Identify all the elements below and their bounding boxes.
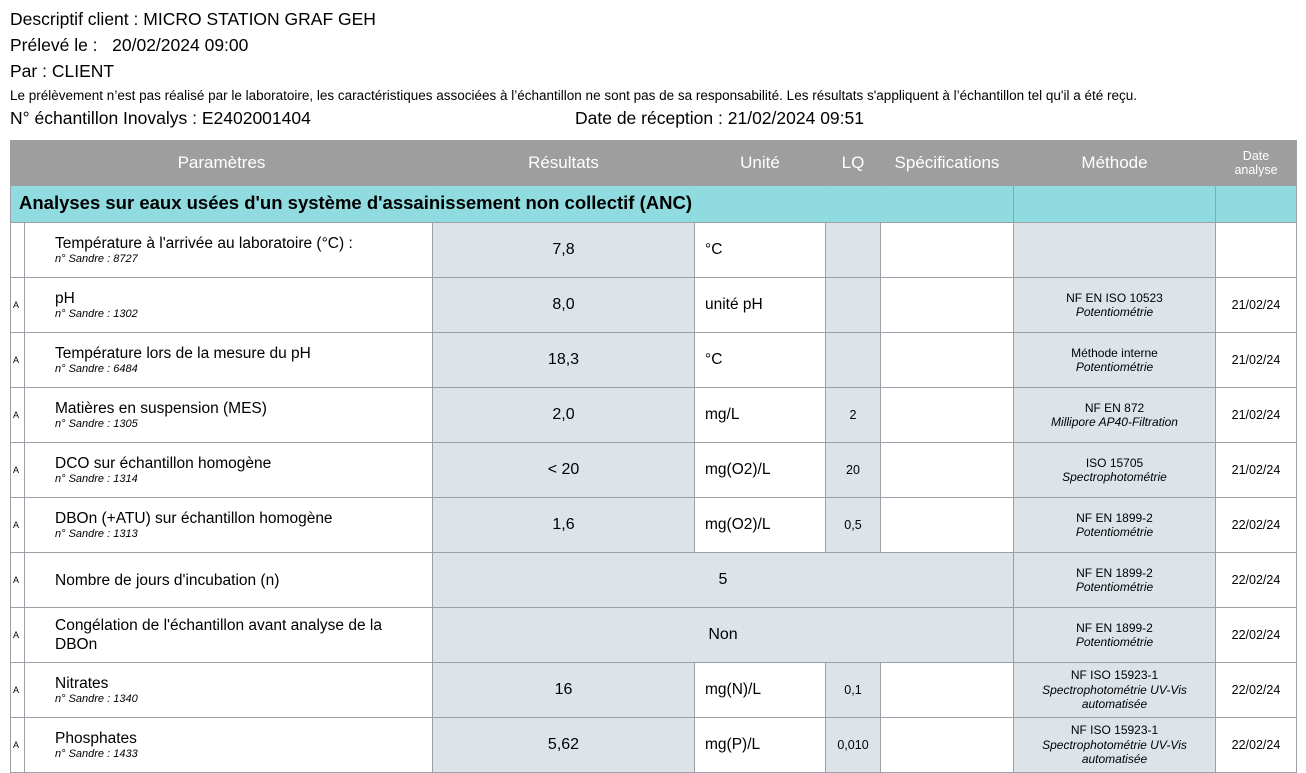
sandre-code: n° Sandre : 8727 <box>55 253 138 265</box>
column-header-date-analyse <box>1216 141 1297 186</box>
method-standard: Méthode interne <box>1071 345 1158 360</box>
specification-value <box>881 718 1014 773</box>
results-table-head <box>11 141 1297 186</box>
method-technique: Potentiométrie <box>1075 305 1154 319</box>
parameter-name-cell <box>25 498 433 553</box>
lq-value <box>826 278 881 333</box>
parameter-name-cell <box>25 333 433 388</box>
client-description-label: Descriptif client : <box>10 9 139 29</box>
method-cell <box>1014 608 1216 663</box>
lq-value: 0,010 <box>826 718 881 773</box>
analysis-date: 21/02/24 <box>1216 388 1297 443</box>
analysis-date: 21/02/24 <box>1216 278 1297 333</box>
table-row <box>11 553 1297 608</box>
specification-value <box>881 278 1014 333</box>
method-standard: NF EN 1899-2 <box>1076 565 1153 580</box>
column-header-unite: Unité <box>695 141 826 186</box>
parameter-name-cell <box>25 663 433 718</box>
sandre-code: n° Sandre : 1313 <box>55 528 138 540</box>
method-standard: ISO 15705 <box>1085 455 1144 470</box>
reception-date-value: 21/02/2024 09:51 <box>727 108 864 128</box>
specification-value <box>881 663 1014 718</box>
section-header-title: Analyses sur eaux usées d'un système d'assainissement non collectif (ANC) <box>11 186 1014 223</box>
parameter-label: Matières en suspension (MES) <box>55 400 267 417</box>
result-value: 8,0 <box>433 278 695 333</box>
reception-date-label: Date de réception : <box>575 108 723 128</box>
result-value: 5,62 <box>433 718 695 773</box>
accreditation-flag: A <box>11 333 25 388</box>
method-technique: Potentiométrie <box>1075 635 1154 649</box>
parameter-label: pH <box>55 290 75 307</box>
client-description-line <box>10 6 1296 32</box>
sampling-disclaimer-note: Le prélèvement n’est pas réalisé par le laboratoire, les caractéristiques associées à l’échantillon ne sont pas de sa responsabilité. Les résultats s'appliquent à l’échantillon tel qu'il a été reçu. <box>10 88 1138 103</box>
accreditation-flag: A <box>11 553 25 608</box>
parameter-name-cell <box>25 553 433 608</box>
parameter-label: Température lors de la mesure du pH <box>55 345 311 362</box>
method-standard: NF EN 1899-2 <box>1076 620 1153 635</box>
unit-value: mg(N)/L <box>695 663 826 718</box>
column-header-lq: LQ <box>826 141 881 186</box>
table-row <box>11 718 1297 773</box>
method-standard: NF EN 1899-2 <box>1076 510 1153 525</box>
sampling-date-line <box>10 32 1296 58</box>
parameter-label: Congélation de l'échantillon avant analyse de la DBOn <box>55 617 382 653</box>
specification-value <box>881 443 1014 498</box>
result-value: 7,8 <box>433 223 695 278</box>
parameter-name-cell <box>25 278 433 333</box>
section-header-row <box>11 186 1297 223</box>
method-technique: Potentiométrie <box>1075 525 1154 539</box>
section-header-method-cell <box>1014 186 1216 223</box>
table-row <box>11 278 1297 333</box>
sampling-date-value: 20/02/2024 09:00 <box>112 35 249 55</box>
unit-value: mg/L <box>695 388 826 443</box>
method-cell <box>1014 718 1216 773</box>
method-cell <box>1014 333 1216 388</box>
unit-value: mg(O2)/L <box>695 498 826 553</box>
accreditation-flag: A <box>11 663 25 718</box>
parameter-label: Nombre de jours d'incubation (n) <box>55 571 280 589</box>
sample-number-label: N° échantillon Inovalys : <box>10 108 197 128</box>
method-cell <box>1014 388 1216 443</box>
method-technique: Potentiométrie <box>1075 580 1154 594</box>
sampled-by-line <box>10 58 1296 84</box>
analysis-date: 22/02/24 <box>1216 718 1297 773</box>
method-cell <box>1014 663 1216 718</box>
analysis-date: 21/02/24 <box>1216 333 1297 388</box>
specification-value <box>881 333 1014 388</box>
analysis-date: 22/02/24 <box>1216 498 1297 553</box>
lq-value: 0,5 <box>826 498 881 553</box>
column-header-date-line2: analyse <box>1234 163 1278 177</box>
sample-number-block <box>10 106 575 130</box>
result-value: 5 <box>433 553 1014 608</box>
method-cell <box>1014 443 1216 498</box>
accreditation-flag <box>11 223 25 278</box>
parameter-name-cell <box>25 223 433 278</box>
method-standard: NF ISO 15923-1 <box>1070 723 1159 738</box>
accreditation-flag: A <box>11 498 25 553</box>
lq-value: 2 <box>826 388 881 443</box>
method-technique: Spectrophotométrie UV-Vis automatisée <box>1042 682 1187 712</box>
unit-value: mg(P)/L <box>695 718 826 773</box>
specification-value <box>881 388 1014 443</box>
sample-number-value: E2402001404 <box>201 108 311 128</box>
result-value: < 20 <box>433 443 695 498</box>
parameter-label: DCO sur échantillon homogène <box>55 455 272 472</box>
method-cell <box>1014 223 1216 278</box>
analysis-date: 22/02/24 <box>1216 663 1297 718</box>
unit-value: mg(O2)/L <box>695 443 826 498</box>
method-standard: NF ISO 15923-1 <box>1070 668 1159 683</box>
result-value: 2,0 <box>433 388 695 443</box>
parameter-label: Nitrates <box>55 675 109 692</box>
table-row <box>11 443 1297 498</box>
analysis-date <box>1216 223 1297 278</box>
table-row <box>11 388 1297 443</box>
method-cell <box>1014 498 1216 553</box>
lq-value <box>826 223 881 278</box>
specification-value <box>881 498 1014 553</box>
column-header-resultats: Résultats <box>433 141 695 186</box>
section-header-date-cell <box>1216 186 1297 223</box>
accreditation-flag: A <box>11 388 25 443</box>
sandre-code: n° Sandre : 1314 <box>55 473 138 485</box>
method-technique: Millipore AP40-Filtration <box>1051 415 1178 429</box>
table-row <box>11 333 1297 388</box>
column-header-methode: Méthode <box>1014 141 1216 186</box>
unit-value: °C <box>695 333 826 388</box>
specification-value <box>881 223 1014 278</box>
parameter-name-cell <box>25 608 433 663</box>
column-header-date-line1: Date <box>1242 149 1270 163</box>
sandre-code: n° Sandre : 1340 <box>55 693 138 705</box>
lq-value: 0,1 <box>826 663 881 718</box>
accreditation-flag: A <box>11 443 25 498</box>
column-header-specifications: Spécifications <box>881 141 1014 186</box>
client-description-value: MICRO STATION GRAF GEH <box>143 9 376 29</box>
unit-value: °C <box>695 223 826 278</box>
method-technique: Spectrophotométrie UV-Vis automatisée <box>1042 737 1187 767</box>
sampled-by-label: Par : <box>10 61 47 81</box>
analysis-date: 22/02/24 <box>1216 553 1297 608</box>
result-value: 18,3 <box>433 333 695 388</box>
results-table-body <box>11 186 1297 773</box>
parameter-label: Phosphates <box>55 730 137 747</box>
sample-identification-row <box>10 106 1296 130</box>
parameter-label: DBOn (+ATU) sur échantillon homogène <box>55 510 333 527</box>
table-row <box>11 223 1297 278</box>
analysis-date: 21/02/24 <box>1216 443 1297 498</box>
method-technique: Potentiométrie <box>1075 360 1154 374</box>
table-row <box>11 498 1297 553</box>
lq-value: 20 <box>826 443 881 498</box>
results-table <box>10 140 1297 773</box>
method-standard: NF EN ISO 10523 <box>1066 290 1163 305</box>
analysis-date: 22/02/24 <box>1216 608 1297 663</box>
parameter-name-cell <box>25 718 433 773</box>
accreditation-flag: A <box>11 608 25 663</box>
sandre-code: n° Sandre : 1302 <box>55 308 138 320</box>
table-row <box>11 663 1297 718</box>
parameter-label: Température à l'arrivée au laboratoire (°C) : <box>55 235 353 252</box>
parameter-name-cell <box>25 388 433 443</box>
result-value: Non <box>433 608 1014 663</box>
method-cell <box>1014 278 1216 333</box>
sandre-code: n° Sandre : 1305 <box>55 418 138 430</box>
method-cell <box>1014 553 1216 608</box>
accreditation-flag: A <box>11 278 25 333</box>
result-value: 16 <box>433 663 695 718</box>
sandre-code: n° Sandre : 6484 <box>55 363 138 375</box>
sampling-date-label: Prélevé le : <box>10 35 98 55</box>
sandre-code: n° Sandre : 1433 <box>55 748 138 760</box>
method-technique: Spectrophotométrie <box>1062 470 1167 484</box>
column-header-parametres: Paramètres <box>11 141 433 186</box>
reception-date-block <box>575 106 864 130</box>
table-row <box>11 608 1297 663</box>
accreditation-flag: A <box>11 718 25 773</box>
parameter-name-cell <box>25 443 433 498</box>
result-value: 1,6 <box>433 498 695 553</box>
results-table-header-row <box>11 141 1297 186</box>
unit-value: unité pH <box>695 278 826 333</box>
lq-value <box>826 333 881 388</box>
method-standard: NF EN 872 <box>1084 400 1145 415</box>
sampled-by-value: CLIENT <box>51 61 115 81</box>
